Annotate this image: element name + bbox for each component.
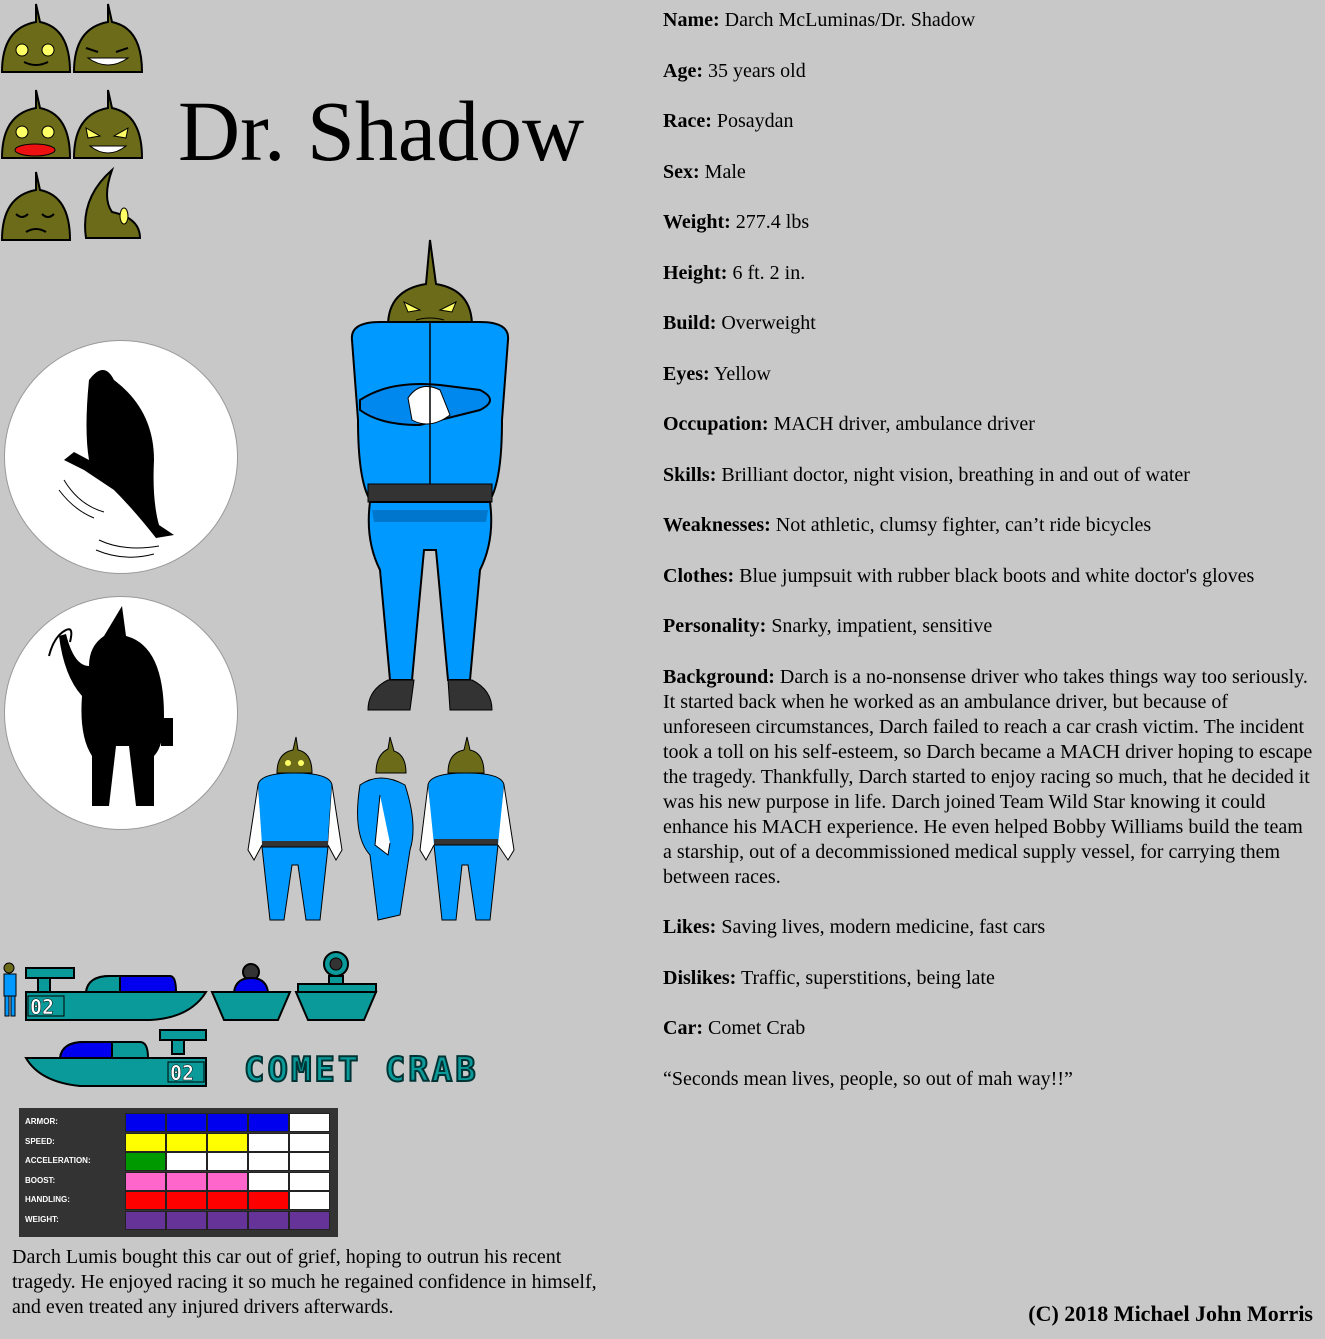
profile-label: Personality:: [663, 615, 767, 637]
car-front-icon: [212, 964, 290, 1020]
stat-label: BOOST:: [25, 1175, 56, 1185]
turnaround-side-icon: [358, 737, 414, 920]
profile-row: [663, 564, 1313, 589]
stat-row: [19, 1133, 338, 1152]
stat-row: [19, 1152, 338, 1171]
stat-cell: [248, 1133, 289, 1152]
face-happy-icon: [2, 4, 70, 72]
character-profile: [663, 8, 1313, 1117]
stat-cell: [248, 1152, 289, 1171]
profile-row: [663, 513, 1313, 538]
car-name-logo: COMET CRAB: [244, 1050, 479, 1090]
stat-row: [19, 1113, 338, 1132]
profile-label: Sex:: [663, 160, 700, 183]
profile-label: Clothes:: [663, 564, 735, 587]
profile-label: Car:: [663, 1017, 703, 1039]
profile-row: [663, 210, 1313, 235]
svg-text:02: 02: [170, 1061, 195, 1085]
profile-label: Dislikes:: [663, 966, 737, 989]
stat-cell: [289, 1113, 330, 1132]
stat-label: SPEED:: [25, 1136, 55, 1146]
stat-cell: [166, 1211, 207, 1230]
profile-value: Not athletic, clumsy fighter, can’t ride bicycles: [775, 514, 1152, 536]
stat-cell: [207, 1152, 248, 1171]
face-sad-icon: [2, 172, 70, 240]
stat-cell: [166, 1152, 207, 1171]
svg-text:02: 02: [30, 995, 55, 1019]
stat-cell: [289, 1191, 330, 1210]
profile-value: Comet Crab: [707, 1017, 806, 1039]
stat-cell: [125, 1152, 166, 1171]
silhouette-standing-icon: [4, 596, 236, 828]
stat-cell: [125, 1113, 166, 1132]
profile-value: MACH driver, ambulance driver: [773, 413, 1035, 435]
stat-cell: [125, 1191, 166, 1210]
car-rear-icon: [296, 952, 376, 1020]
profile-label: Weight:: [663, 211, 731, 233]
stat-cell: [248, 1211, 289, 1230]
profile-value: Posaydan: [716, 110, 794, 132]
stat-label: HANDLING:: [25, 1195, 70, 1204]
profile-label: Eyes:: [663, 362, 710, 385]
turnaround-front-icon: [248, 737, 342, 920]
stat-cell: [125, 1211, 166, 1230]
stat-cell: [248, 1172, 289, 1191]
stat-cell: [289, 1172, 330, 1191]
profile-row: [663, 362, 1313, 387]
profile-row: [663, 463, 1313, 488]
profile-value: Brilliant doctor, night vision, breathing in and out of water: [721, 463, 1190, 486]
stat-row: [19, 1172, 338, 1191]
stat-cell: [125, 1133, 166, 1152]
profile-value: Yellow: [713, 362, 771, 385]
stat-cell: [125, 1172, 166, 1191]
profile-label: Occupation:: [663, 413, 769, 435]
stat-cell: [166, 1191, 207, 1210]
car-stats-panel: [19, 1108, 338, 1237]
stat-label: ARMOR:: [25, 1117, 58, 1126]
stat-cell: [207, 1211, 248, 1230]
car-side-icon: [26, 968, 206, 1020]
face-shout-icon: [2, 90, 70, 158]
profile-row: [663, 59, 1313, 84]
profile-value: 6 ft. 2 in.: [732, 261, 806, 284]
profile-row: [663, 665, 1313, 890]
profile-value: Snarky, impatient, sensitive: [771, 615, 993, 637]
car-side-mirror-icon: [26, 1030, 206, 1086]
profile-label: Background:: [663, 665, 775, 688]
stat-cell: [289, 1133, 330, 1152]
profile-label: Age:: [663, 59, 703, 82]
profile-row: [663, 160, 1313, 185]
profile-label: Height:: [663, 261, 728, 284]
profile-row: [663, 109, 1313, 134]
profile-row: [663, 311, 1313, 336]
stat-cell: [289, 1211, 330, 1230]
stat-row: [19, 1191, 338, 1210]
profile-label: Skills:: [663, 463, 717, 486]
profile-row: [663, 915, 1313, 940]
stat-cell: [166, 1172, 207, 1191]
stat-row: [19, 1211, 338, 1230]
stat-cell: [207, 1191, 248, 1210]
stat-cell: [289, 1152, 330, 1171]
face-side-icon: [85, 170, 140, 238]
profile-row: [663, 1016, 1313, 1041]
stat-cell: [207, 1113, 248, 1132]
stat-cell: [166, 1133, 207, 1152]
profile-value: Saving lives, modern medicine, fast cars: [721, 916, 1046, 938]
stat-label: WEIGHT:: [25, 1214, 59, 1224]
character-main-figure: [330, 240, 530, 715]
profile-value: Overweight: [721, 312, 816, 334]
stat-cell: [207, 1133, 248, 1152]
profile-value: 277.4 lbs: [735, 211, 810, 233]
mini-character-icon: [4, 963, 16, 1016]
profile-value: Darch is a no-nonsense driver who takes things way too seriously. It started back when he worked as an ambulance driver, but because of unforeseen circumstances, Darch failed to reach a car crash victim. The incident took a toll on his self-esteem, so Darch became a MACH driver hoping to escape the tragedy. Thankfully, Darch started to enjoy racing so much, that he decided it was his new purpose in life. Darch joined Team Wild Star knowing it could enhance his MACH experience. He even helped Bobby Williams build the team a starship, out of a decommissioned medical supply vessel, for carrying them between races.: [663, 665, 1313, 888]
stat-cell: [207, 1172, 248, 1191]
stat-cell: [166, 1113, 207, 1132]
copyright-notice: (C) 2018 Michael John Morris: [1028, 1301, 1313, 1326]
profile-value: Blue jumpsuit with rubber black boots and white doctor's gloves: [739, 564, 1255, 587]
profile-label: Name:: [663, 9, 720, 31]
face-angry-icon: [74, 90, 142, 158]
profile-value: Male: [704, 160, 746, 183]
turnaround-back-icon: [420, 737, 514, 920]
silhouette-running-icon: [4, 340, 236, 572]
profile-row: [663, 8, 1313, 33]
face-expressions: [0, 0, 150, 245]
stat-label: ACCELERATION:: [25, 1156, 91, 1165]
profile-value: Traffic, superstitions, being late: [740, 966, 995, 989]
stat-cell: [248, 1113, 289, 1132]
profile-label: Race:: [663, 110, 712, 132]
character-quote: “Seconds mean lives, people, so out of mah way!!”: [663, 1067, 1073, 1090]
profile-row: [663, 614, 1313, 639]
profile-label: Build:: [663, 312, 717, 334]
profile-row: [663, 412, 1313, 437]
profile-row: [663, 261, 1313, 286]
profile-value: Darch McLuminas/Dr. Shadow: [724, 9, 976, 31]
stat-cell: [248, 1191, 289, 1210]
profile-label: Weaknesses:: [663, 514, 771, 536]
face-grin-icon: [74, 4, 142, 72]
profile-label: Likes:: [663, 916, 717, 938]
character-turnaround: [240, 735, 525, 935]
profile-row: [663, 966, 1313, 991]
car-description: Darch Lumis bought this car out of grief, hoping to outrun his recent tragedy. He enjoyed racing it so much he regained confidence in himself, and even treated any injured drivers afterwards.: [12, 1246, 597, 1318]
character-title: Dr. Shadow: [178, 83, 585, 179]
profile-value: 35 years old: [707, 59, 806, 82]
